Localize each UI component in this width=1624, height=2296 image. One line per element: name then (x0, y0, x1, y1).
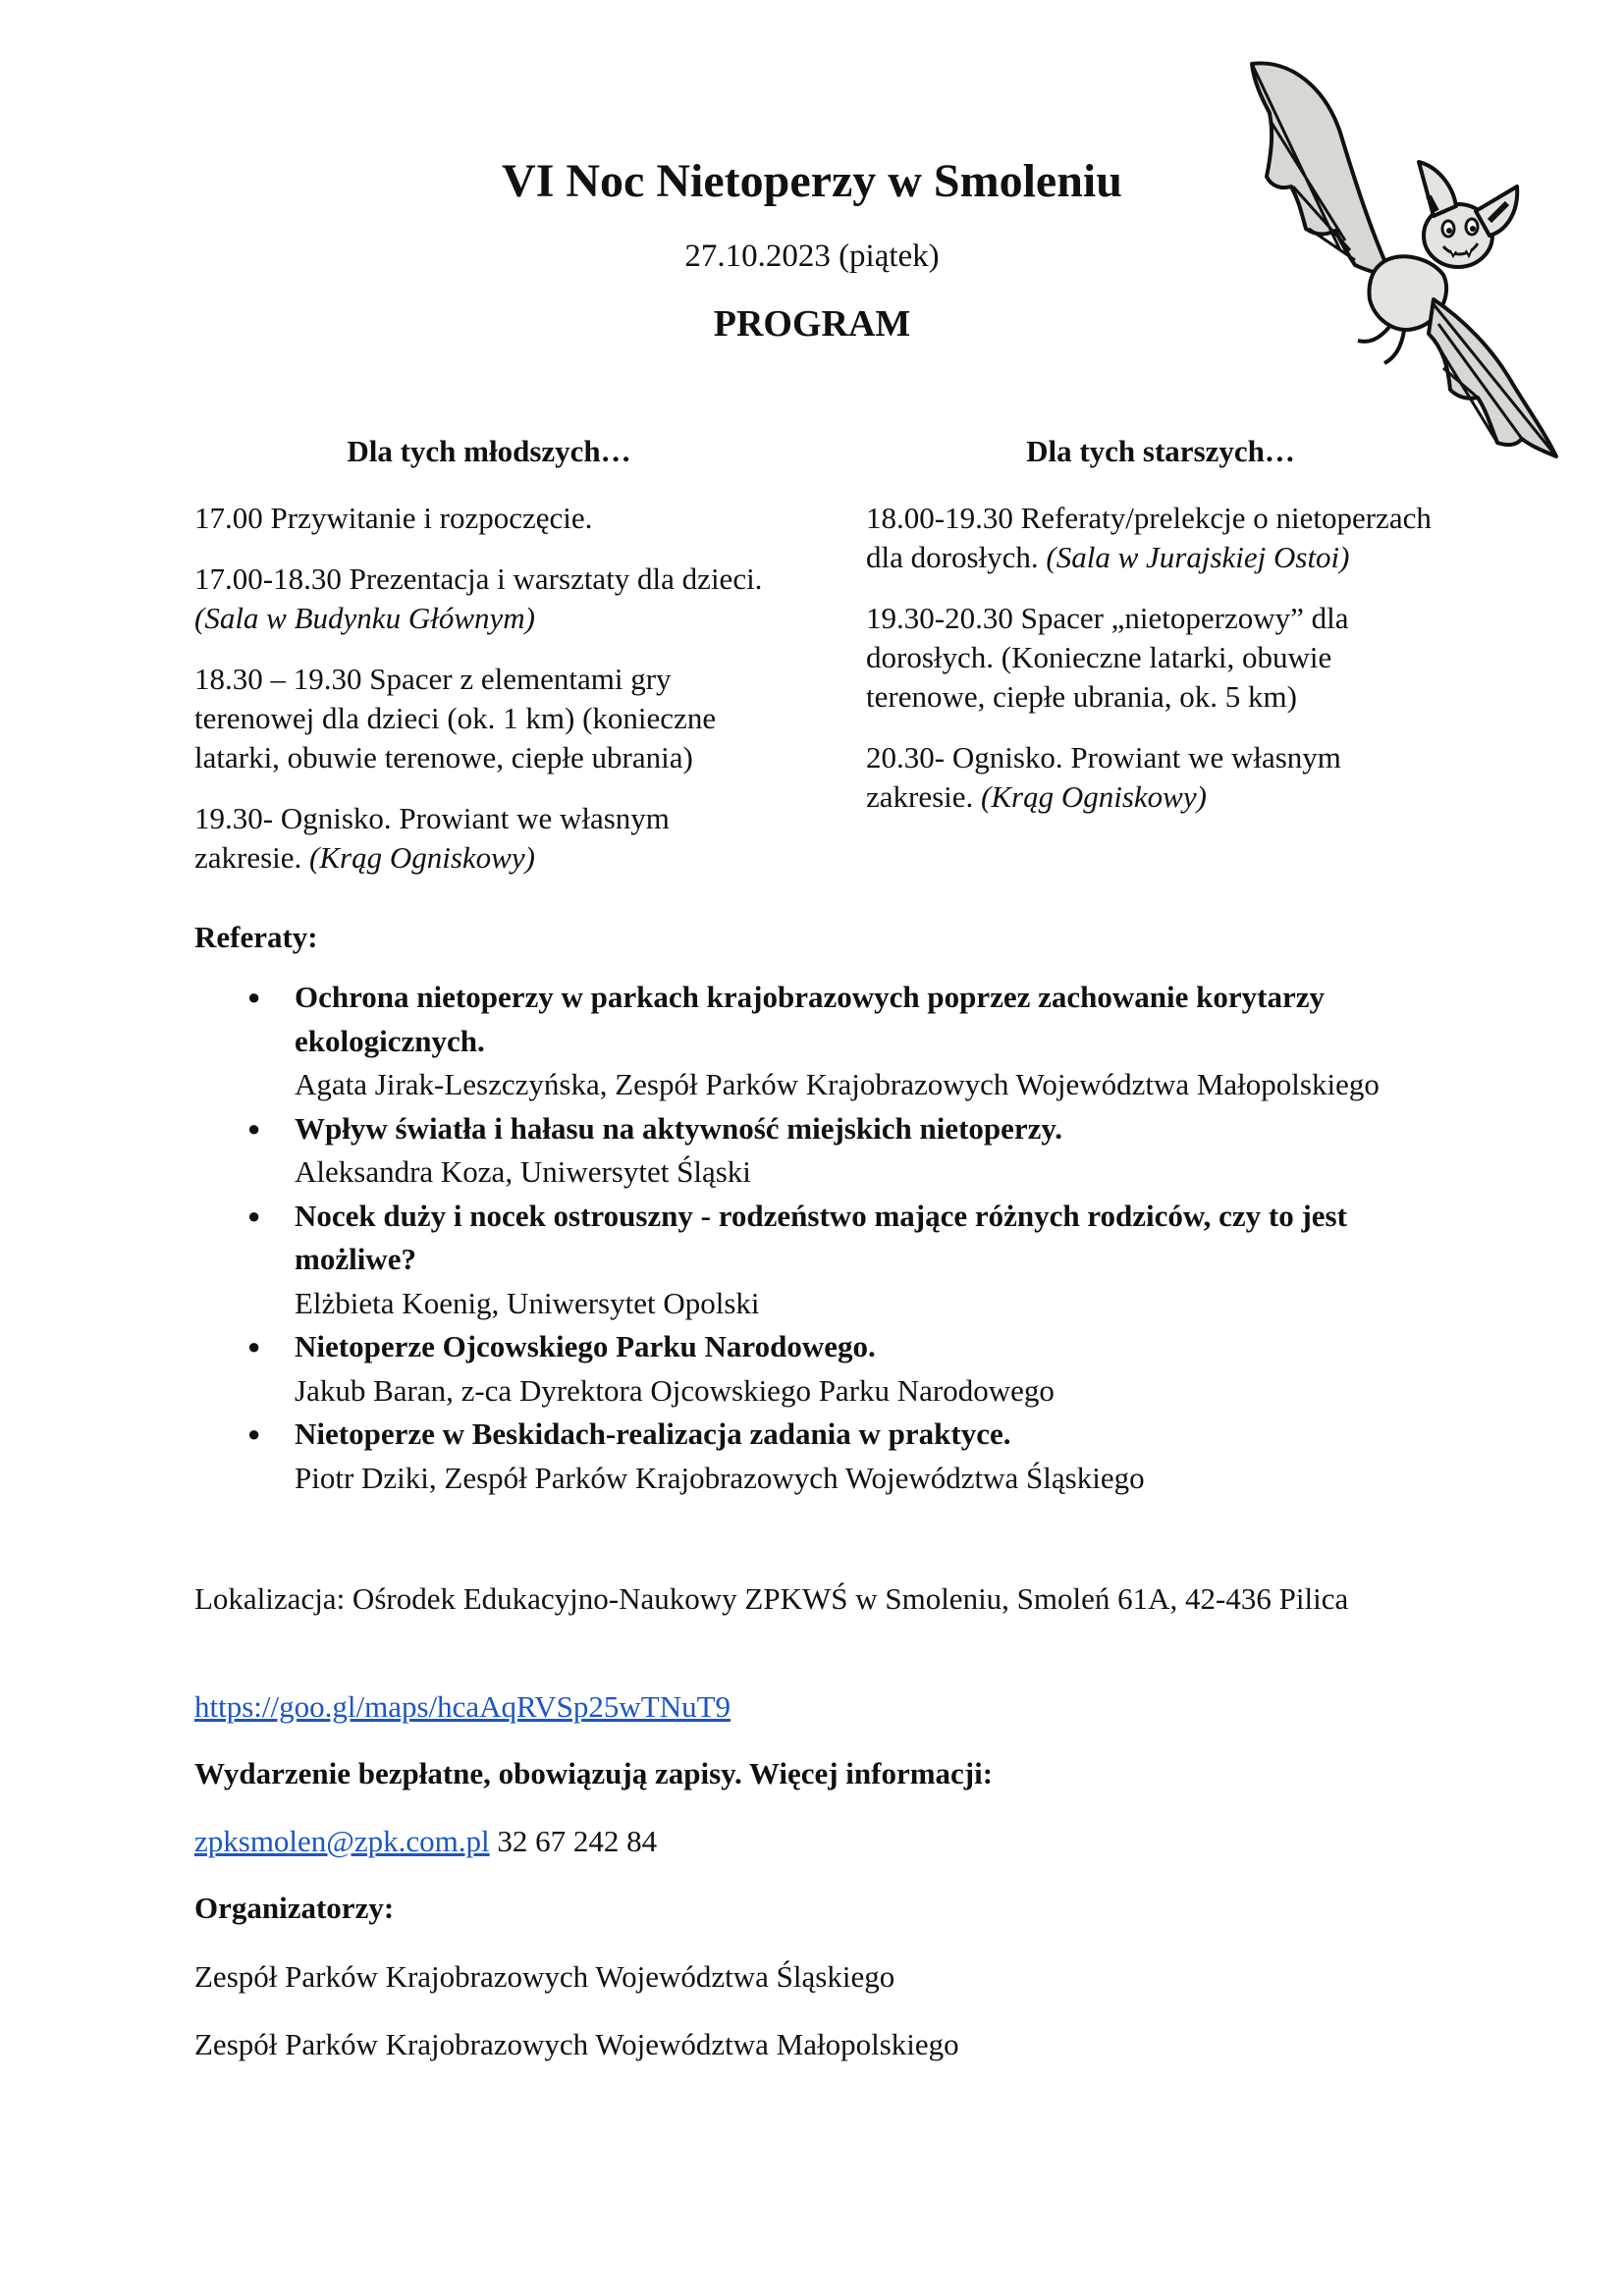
list-item (194, 1195, 1471, 1326)
registration-info: Wydarzenie bezpłatne, obowiązują zapisy. Więcej informacji: (194, 1756, 994, 1790)
bullet-icon: ● (247, 1202, 261, 1228)
bullet-icon: ● (247, 1334, 261, 1359)
older-item: 20.30- Ognisko. Prowiant we własnym zakresie. (Krąg Ogniskowy) (866, 740, 1341, 814)
younger-heading: Dla tych młodszych… (347, 434, 631, 468)
younger-item: 19.30- Ognisko. Prowiant we własnym zakresie. (Krąg Ogniskowy) (194, 801, 670, 875)
talk-author: Elżbieta Koenig, Uniwersytet Opolski (295, 1285, 760, 1320)
contact-row (194, 1821, 1451, 1862)
younger-item: 18.30 – 19.30 Spacer z elementami gry terenowej dla dzieci (ok. 1 km) (konieczne latarki, obuwie terenowe, ciepłe ubrania) (194, 662, 717, 774)
list-item (194, 1325, 1471, 1413)
event-date: 27.10.2023 (piątek) (684, 239, 940, 274)
talk-author: Piotr Dziki, Zespół Parków Krajobrazowych Województwa Śląskiego (295, 1460, 1145, 1495)
talk-title: Ochrona nietoperzy w parkach krajobrazowych poprzez zachowanie korytarzy ekologicznych. (295, 980, 1325, 1058)
talk-author: Agata Jirak-Leszczyńska, Zespół Parków Krajobrazowych Województwa Małopolskiego (295, 1067, 1380, 1101)
map-link[interactable]: https://goo.gl/maps/hcaAqRVSp25wTNuT9 (194, 1689, 731, 1724)
talk-title: Wpływ światła i hałasu na aktywność miejskich nietoperzy. (295, 1110, 1062, 1146)
phone-number: 32 67 242 84 (489, 1824, 658, 1858)
list-item (194, 976, 1471, 1107)
younger-item: 17.00-18.30 Prezentacja i warsztaty dla dzieci. (Sala w Budynku Głównym) (194, 561, 763, 635)
older-program-column (866, 432, 1455, 838)
location-text: Lokalizacja: Ośrodek Edukacyjno-Naukowy ZPKWŚ w Smoleniu, Smoleń 61A, 42-436 Pilica (194, 1581, 1349, 1616)
older-item: 19.30-20.30 Spacer „nietoperzowy” dla dorosłych. (Konieczne latarki, obuwie terenowe, ciepłe ubrania, ok. 5 km) (866, 601, 1349, 714)
organizer-item: Zespół Parków Krajobrazowych Województwa Śląskiego (194, 1959, 895, 1994)
map-link-row (194, 1686, 1451, 1728)
email-link[interactable]: zpksmolen@zpk.com.pl (194, 1824, 490, 1858)
page-title: VI Noc Nietoperzy w Smoleniu (502, 155, 1122, 207)
bullet-icon: ● (247, 1115, 261, 1141)
older-heading: Dla tych starszych… (1026, 434, 1295, 468)
organizer-item: Zespół Parków Krajobrazowych Województwa Małopolskiego (194, 2027, 959, 2061)
talk-author: Aleksandra Koza, Uniwersytet Śląski (295, 1154, 751, 1189)
list-item (194, 1413, 1471, 1500)
bullet-icon: ● (247, 1421, 261, 1446)
bullet-icon: ● (247, 985, 261, 1009)
older-item: 18.00-19.30 Referaty/prelekcje o nietoperzach dla dorosłych. (Sala w Jurajskiej Ostoi) (866, 501, 1432, 574)
organizers-label: Organizatorzy: (194, 1891, 395, 1925)
list-item (194, 1107, 1471, 1195)
program-heading: PROGRAM (713, 303, 911, 345)
younger-program-column (194, 432, 784, 899)
talks-list (194, 976, 1471, 1500)
talk-title: Nocek duży i nocek ostrouszny - rodzeństwo mające różnych rodziców, czy to jest możliwe? (295, 1198, 1347, 1276)
younger-item: 17.00 Przywitanie i rozpoczęcie. (194, 501, 593, 535)
talk-title: Nietoperze Ojcowskiego Parku Narodowego. (295, 1329, 876, 1363)
talks-label: Referaty: (194, 920, 318, 954)
talk-author: Jakub Baran, z-ca Dyrektora Ojcowskiego Parku Narodowego (295, 1372, 1055, 1408)
talk-title: Nietoperze w Beskidach-realizacja zadania w praktyce. (295, 1416, 1011, 1451)
